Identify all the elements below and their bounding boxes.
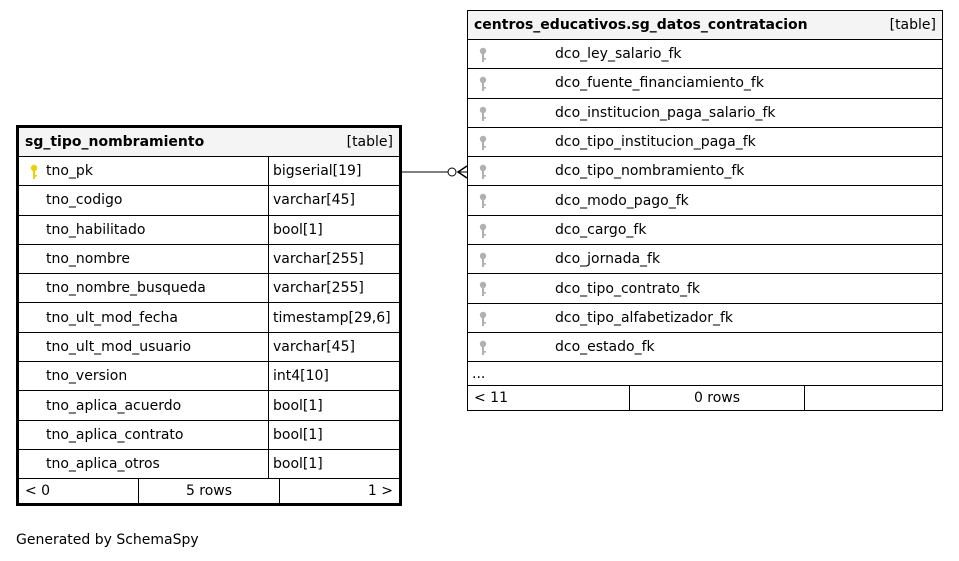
- column-type: timestamp[29,6]: [273, 309, 391, 326]
- column-name: [468, 128, 942, 156]
- column-row[interactable]: [19, 450, 399, 479]
- column-name-text: dco_jornada_fk: [555, 251, 661, 268]
- foreign-key-icon: [477, 252, 489, 268]
- column-name: [19, 362, 269, 390]
- column-name: [19, 157, 269, 185]
- row-count: 5 rows: [139, 479, 280, 503]
- table-header: [19, 128, 399, 157]
- table-name: sg_tipo_nombramiento: [25, 134, 205, 150]
- column-type: varchar[45]: [273, 338, 355, 355]
- column-row[interactable]: [468, 216, 942, 245]
- column-name: [468, 40, 942, 68]
- foreign-key-icon: [477, 135, 489, 151]
- column-name: [468, 333, 942, 361]
- column-name-text: dco_tipo_nombramiento_fk: [555, 163, 745, 180]
- column-name-text: tno_ult_mod_usuario: [46, 338, 192, 355]
- column-row[interactable]: [19, 186, 399, 215]
- column-name: [19, 245, 269, 273]
- foreign-key-icon: [477, 76, 489, 92]
- column-name-text: tno_nombre_busqueda: [46, 280, 206, 297]
- table-footer: [468, 386, 942, 410]
- table-sg-datos-contratacion[interactable]: [467, 10, 943, 411]
- column-row[interactable]: [468, 40, 942, 69]
- foreign-key-icon: [477, 164, 489, 180]
- table-name: centros_educativos.sg_datos_contratacion: [474, 17, 808, 33]
- more-columns: ...: [468, 362, 942, 386]
- column-row[interactable]: [468, 186, 942, 215]
- foreign-key-icon: [477, 340, 489, 356]
- column-name: [468, 274, 942, 302]
- column-type: bool[1]: [273, 456, 323, 473]
- column-name: [468, 216, 942, 244]
- foreign-key-icon: [477, 281, 489, 297]
- column-name: [19, 303, 269, 331]
- column-row[interactable]: [19, 333, 399, 362]
- column-row[interactable]: [19, 274, 399, 303]
- column-type: int4[10]: [273, 368, 329, 385]
- column-row[interactable]: [19, 421, 399, 450]
- foreign-key-icon: [477, 311, 489, 327]
- column-type: bool[1]: [273, 397, 323, 414]
- column-name: [468, 69, 942, 97]
- column-name-text: dco_fuente_financiamiento_fk: [555, 75, 764, 92]
- column-name: [468, 157, 942, 185]
- parents-count: < 0: [19, 479, 139, 503]
- column-row[interactable]: [19, 245, 399, 274]
- foreign-key-icon: [477, 223, 489, 239]
- table-kind: [table]: [346, 134, 393, 150]
- column-name: [19, 333, 269, 361]
- table-kind: [table]: [889, 17, 936, 33]
- column-name-text: tno_aplica_acuerdo: [46, 397, 182, 414]
- column-type: bigserial[19]: [273, 163, 362, 180]
- table-footer: [19, 479, 399, 503]
- column-row[interactable]: [19, 303, 399, 332]
- column-name-text: tno_version: [46, 368, 128, 385]
- column-name-text: dco_tipo_alfabetizador_fk: [555, 309, 734, 326]
- column-name: [19, 274, 269, 302]
- column-name: [468, 99, 942, 127]
- column-name: [19, 391, 269, 419]
- column-name: [19, 186, 269, 214]
- column-name-text: dco_cargo_fk: [555, 221, 647, 238]
- column-row[interactable]: [468, 69, 942, 98]
- row-count: 0 rows: [630, 386, 805, 410]
- foreign-key-icon: [477, 106, 489, 122]
- column-name-text: tno_habilitado: [46, 221, 146, 238]
- column-name-text: tno_pk: [46, 163, 93, 180]
- column-name: [468, 304, 942, 332]
- column-type: bool[1]: [273, 426, 323, 443]
- column-name-text: dco_tipo_institucion_paga_fk: [555, 134, 756, 151]
- table-header: [468, 11, 942, 40]
- column-name-text: tno_aplica_contrato: [46, 426, 184, 443]
- children-count[interactable]: 1 >: [367, 483, 393, 500]
- column-name-text: tno_nombre: [46, 251, 130, 268]
- column-row[interactable]: [468, 333, 942, 362]
- column-name: [468, 245, 942, 273]
- column-name-text: dco_tipo_contrato_fk: [555, 280, 701, 297]
- column-name: [19, 450, 269, 478]
- foreign-key-icon: [477, 47, 489, 63]
- parents-count[interactable]: < 11: [468, 386, 630, 410]
- column-name-text: dco_estado_fk: [555, 339, 655, 356]
- column-row[interactable]: [19, 216, 399, 245]
- primary-key-icon: [28, 164, 40, 180]
- column-row[interactable]: [468, 99, 942, 128]
- foreign-key-icon: [477, 193, 489, 209]
- column-type: bool[1]: [273, 221, 323, 238]
- generator-credit: Generated by SchemaSpy: [16, 532, 199, 548]
- column-name-text: tno_codigo: [46, 192, 123, 209]
- column-type: varchar[45]: [273, 192, 355, 209]
- column-type: varchar[255]: [273, 251, 364, 268]
- column-row[interactable]: [19, 362, 399, 391]
- column-row[interactable]: [19, 391, 399, 420]
- column-name-text: tno_ult_mod_fecha: [46, 309, 178, 326]
- column-name: [19, 421, 269, 449]
- column-row[interactable]: [468, 304, 942, 333]
- column-name-text: dco_modo_pago_fk: [555, 192, 689, 209]
- column-name: [19, 216, 269, 244]
- column-row[interactable]: [468, 128, 942, 157]
- column-row[interactable]: [468, 157, 942, 186]
- column-row[interactable]: [468, 245, 942, 274]
- column-name-text: tno_aplica_otros: [46, 456, 160, 473]
- column-name: [468, 186, 942, 214]
- table-sg-tipo-nombramiento[interactable]: [16, 125, 402, 506]
- column-type: varchar[255]: [273, 280, 364, 297]
- column-row[interactable]: [468, 274, 942, 303]
- column-name-text: dco_institucion_paga_salario_fk: [555, 104, 776, 121]
- column-name-text: dco_ley_salario_fk: [555, 46, 682, 63]
- column-row[interactable]: [19, 157, 399, 186]
